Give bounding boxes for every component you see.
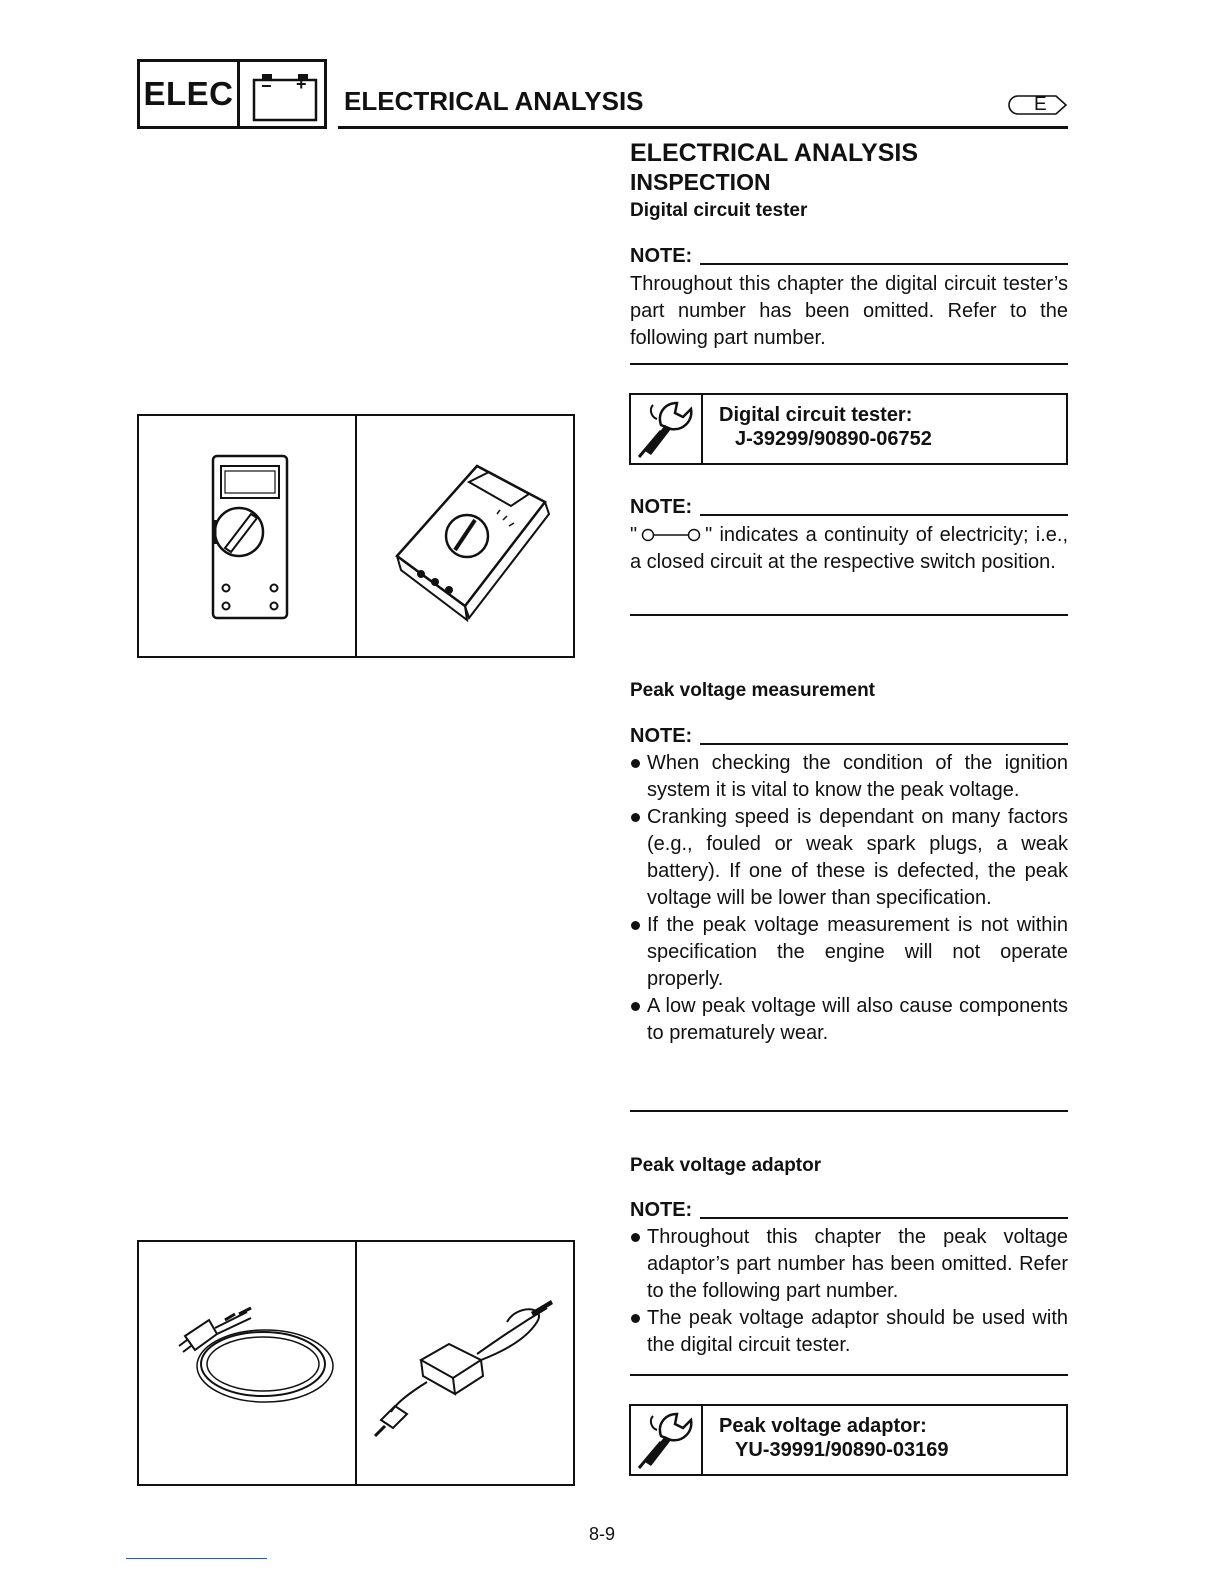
note-label-row xyxy=(630,495,1068,519)
page-number: 8-9 xyxy=(589,1524,616,1544)
tool-label: Peak voltage adaptor: xyxy=(719,1415,927,1437)
quote-open: " xyxy=(630,524,638,546)
tool-spec xyxy=(703,1406,949,1474)
battery-minus-label: − xyxy=(261,76,272,96)
note-end-rule xyxy=(630,614,1068,616)
note-label: NOTE: xyxy=(630,245,693,267)
bullet-list xyxy=(630,1224,1068,1359)
peak-measurement-title: Peak voltage measurement xyxy=(630,680,876,701)
note-label-row xyxy=(630,244,1068,268)
tester-perspective-illustration xyxy=(355,416,573,656)
section-tab xyxy=(137,59,327,129)
special-tool-icon xyxy=(631,395,703,463)
list-item: Throughout this chapter the peak voltage adaptor’s part number has been omitted. Refer to the following part number. xyxy=(630,1224,1068,1305)
note-label-row xyxy=(630,1198,1068,1222)
peak-measurement-note xyxy=(630,724,1068,1047)
list-item: If the peak voltage measurement is not within specification the engine will not operate properly. xyxy=(630,912,1068,993)
note-end-rule xyxy=(630,363,1068,365)
language-badge xyxy=(1008,94,1068,116)
sub-heading: INSPECTION xyxy=(630,169,771,195)
dct-note-1 xyxy=(630,244,1068,352)
continuity-note xyxy=(630,522,1068,576)
list-item: A low peak voltage will also cause components to prematurely wear. xyxy=(630,993,1068,1047)
note-rule xyxy=(700,263,1068,265)
list-item: When checking the condition of the ignition system it is vital to know the peak voltage. xyxy=(630,750,1068,804)
tool-box-digital-tester xyxy=(629,393,1068,465)
continuity-symbol-icon xyxy=(641,528,701,542)
note-end-rule xyxy=(630,1110,1068,1112)
note-text: Throughout this chapter the digital circuit tester’s part number has been omitted. Refer to the following part number. xyxy=(630,273,1068,349)
peak-adaptor-note xyxy=(630,1198,1068,1359)
peak-adaptor-title: Peak voltage adaptor xyxy=(630,1155,822,1176)
battery-plus-label: + xyxy=(296,74,307,94)
list-item: Cranking speed is dependant on many factors (e.g., fouled or weak spark plugs, a weak battery). If one of these is defected, the peak voltage will be lower than specification. xyxy=(630,804,1068,912)
list-item: The peak voltage adaptor should be used with the digital circuit tester. xyxy=(630,1305,1068,1359)
section-heading-block xyxy=(630,138,1068,223)
note-label-row xyxy=(630,724,1068,748)
special-tool-icon xyxy=(631,1406,703,1474)
bullet-list xyxy=(630,750,1068,1047)
figure-digital-circuit-tester xyxy=(137,414,575,658)
adaptor-cable-illustration xyxy=(139,1242,355,1484)
tool-box-peak-adaptor xyxy=(629,1404,1068,1476)
note-label: NOTE: xyxy=(630,725,693,747)
note-label: NOTE: xyxy=(630,496,693,518)
dct-note-2 xyxy=(630,495,1068,576)
continuity-text: " indicates a continuity of electricity; i.e., a closed circuit at the respective switch position. xyxy=(630,524,1068,573)
note-rule xyxy=(700,743,1068,745)
language-code: E xyxy=(1034,94,1047,115)
note-label: NOTE: xyxy=(630,1199,693,1221)
page-title: ELECTRICAL ANALYSIS xyxy=(344,86,644,116)
tool-part-number: YU-39991/90890-03169 xyxy=(735,1439,949,1461)
note-rule xyxy=(700,514,1068,516)
adaptor-box-illustration xyxy=(355,1242,573,1484)
figure-peak-voltage-adaptor xyxy=(137,1240,575,1486)
tool-part-number: J-39299/90890-06752 xyxy=(735,428,932,450)
dct-title: Digital circuit tester xyxy=(630,200,808,221)
note-rule xyxy=(700,1217,1068,1219)
main-heading: ELECTRICAL ANALYSIS xyxy=(630,139,919,167)
footer-link-rule xyxy=(126,1558,267,1559)
section-code: ELEC xyxy=(140,62,240,126)
header-rule xyxy=(338,126,1068,129)
tester-front-illustration xyxy=(139,416,355,656)
tool-spec xyxy=(703,395,932,463)
note-end-rule xyxy=(630,1374,1068,1376)
tool-label: Digital circuit tester: xyxy=(719,404,913,426)
battery-icon xyxy=(240,62,324,126)
